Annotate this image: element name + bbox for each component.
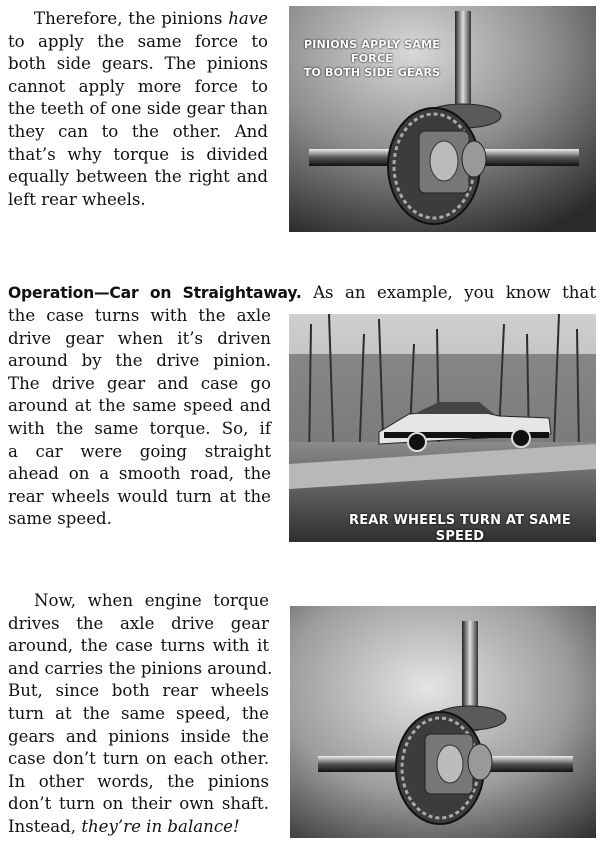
text-line: rear wheels would turn at the: [8, 486, 271, 506]
text-line: The drive gear and case go: [8, 373, 271, 393]
text-line: don’t turn on their own shaft.: [8, 794, 269, 814]
text-line: Therefore, the pinions have: [34, 9, 268, 28]
text-line: same speed.: [8, 509, 112, 529]
paragraph-engine-torque: [8, 590, 273, 839]
text-line: around by the drive pinion.: [8, 351, 271, 371]
text-line: the case turns with the axle: [8, 306, 271, 325]
text-line: gears and pinions inside the: [8, 726, 269, 746]
section-heading-line: [8, 282, 596, 305]
car-photo: [289, 314, 596, 542]
paragraph-pinions-force: [8, 8, 268, 211]
text-line: both side gears. The pinions: [8, 54, 268, 74]
text-line: to apply the same force to: [8, 31, 268, 51]
differential-photo-2: [290, 606, 596, 838]
text-line: around, the case turns with it: [8, 636, 269, 656]
text-line: the teeth of one side gear than: [8, 99, 268, 119]
text-line: left rear wheels.: [8, 189, 146, 209]
text-line: equally between the right and: [8, 167, 268, 187]
text-line: ahead on a smooth road, the: [8, 464, 271, 484]
text-line: But, since both rear wheels: [8, 681, 269, 701]
text-line: turn at the same speed, the: [8, 703, 269, 723]
image-caption-rear-wheels: REAR WHEELS TURN AT SAME SPEED: [349, 513, 571, 544]
text-line: cannot apply more force to: [8, 76, 268, 96]
caption-line: TO BOTH SIDE GEARS: [303, 66, 441, 79]
text-line: drive gear when it’s driven: [8, 328, 271, 348]
text-line: and carries the pinions around.: [8, 658, 273, 678]
text-line: Instead, they’re in balance!: [8, 816, 240, 836]
text-line: In other words, the pinions: [8, 771, 269, 791]
paragraph-straightaway: [8, 305, 271, 531]
text-line: with the same torque. So, if: [8, 418, 271, 438]
text-line: around at the same speed and: [8, 396, 271, 416]
heading-continuation: As an example, you know that: [301, 283, 596, 302]
image-caption-pinions: [292, 38, 452, 80]
caption-line: PINIONS APPLY SAME FORCE: [304, 38, 440, 65]
section-heading: Operation—Car on Straightaway.: [8, 284, 302, 302]
text-line: they can to the other. And: [8, 121, 268, 141]
text-line: that’s why torque is divided: [8, 144, 268, 164]
text-line: case don’t turn on each other.: [8, 749, 269, 769]
text-line: a car were going straight: [8, 441, 271, 461]
text-line: drives the axle drive gear: [8, 613, 269, 633]
text-line: Now, when engine torque: [34, 591, 269, 610]
